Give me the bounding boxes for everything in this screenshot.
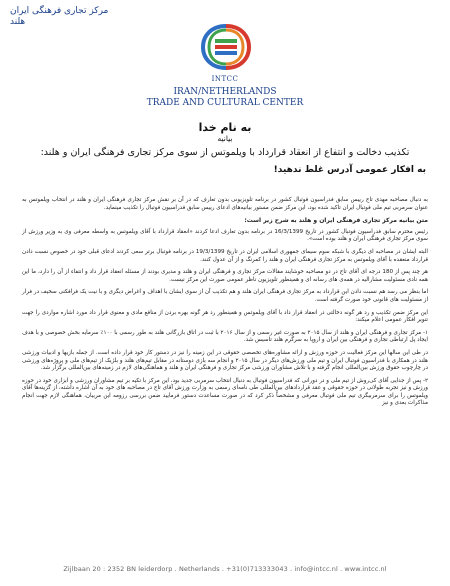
paragraph-6: این مرکز ضمن تکذیب و رد هر گونه دخالتی در انعقاد قرار داد با آقای ویلموتس و همینطور رد هر گونه بهره بردن از منافع مادی و معنوی قرار داد مورد اشاره مواردی را جهت تنویر افکار عمومی اعلام میکند:: [22, 309, 428, 324]
org-name-line-1: مرکز تجاری فرهنگی ایران: [10, 6, 109, 16]
bismillah-heading: به نام خدا: [198, 121, 252, 134]
statement-intro: متن بیانیه مرکز تجاری فرهنگی ایران و هلند به شرح زیر است:: [244, 217, 428, 225]
center-name-line-2: TRADE AND CULTURAL CENTER: [146, 98, 304, 108]
logo-abbreviation: INTCC: [211, 75, 239, 83]
paragraph-8: در طی این سالها این مرکز فعالیت در حوزه ورزش و ارائه مشاوره‌های تخصصی حقوقی در این زمینه را نیز در دستور کار خود قرار داده است. از جمله بازیها و ادبیات ورزشی هلند در همکاری با فدراسیون فوتبال ایران و تیم ملی ورزش‌های دیگر در سال ۲۰۱۵ و انجام سه بازی دوستانه در مقابل تیم‌های هلند و بلژیک از تیم‌های ملی و پروژه‌های ورزشی در چارچوب حقوق ورزش بین‌المللی انجام گرفته و با تلاش مشاوران ورزشی مرکز تجاری و فرهنگی ایران و هلند و هماهنگی‌های لازم در زمینه‌های بین‌المللی برگزار شد.: [22, 349, 428, 372]
letter-body: [22, 197, 428, 413]
paragraph-5: اما بنظر می رسد هم نسبت دادن این قرارداد به مرکز تجاری فرهنگی ایران هلند و هم تکذیب آن از سوی ایشان با اهداف و اغراض دیگری و با نیت یک فرافکنی سخیف در فرار از مسئولیت های قانونی خود صورت گرفته است.: [22, 289, 428, 303]
statement-headline: به افکار عمومی آدرس غلط ندهید!: [273, 165, 426, 175]
org-name-line-2: هلند: [10, 17, 26, 27]
paragraph-9: ۲- پس از جدایی آقای کی‌روش از تیم ملی و در دورانی که فدراسیون فوتبال به دنبال انتخاب سرمربی جدید بود، این مرکز با تکیه بر تیم مشاوران ورزشی و ابزاری خود در حوزه ورزش و نیز تجربه طولانی در حوزه حقوقی و عقد قراردادهای بین‌المللی طی نامه‌ای رسمی به وزارت ورزش آقای تاج در مصاحبه های خود به آن اشاره داشته، از گزینه‌ها آقای ویلموتس را برای سرمربیگری تیم ملی فوتبال معرفی و مشخصاً ذکر کرد که در صورت مساعدت دستور فرمایید ضمن بررسی رزومه این مربیان، هماهنگی لازم جهت انجام مذاکرات بعدی و نیز: [22, 377, 428, 407]
org-name-persian: [10, 6, 130, 28]
paragraph-3: البته ایشان در مصاحبه ای دیگری با شبکه سوم سیمای جمهوری اسلامی ایران در تاریخ 19/3/1399 در برنامه فوتبال برتر سعی کردند ادعای قبلی خود در خصوص نسبت دادن قرارداد منعقده با آقای ویلموتس به مرکز تجاری فرهنگی ایران و هلند را کمرنگ و از آن عدول کنند.: [22, 248, 428, 263]
statement-subject: تکذیب دخالت و انتفاع از انعقاد قرارداد با ویلموتس از سوی مرکز تجاری فرهنگی ایران و هلند:: [40, 147, 410, 158]
center-name-line-1: IRAN/NETHERLANDS: [173, 87, 277, 97]
paragraph-7: ۱- مرکز تجاری و فرهنگی ایران و هلند از سال ۲۰۱۵ به صورت غیر رسمی و از سال ۲۰۱۶ با ثبت در اتاق بازرگانی هلند به طور رسمی با ۱۰۰٪ سرمایه بخش خصوصی و با هدف ایجاد پل ارتباطی تجاری و فرهنگی بین ایران و اروپا به سرگرم هلند تاسیس شد.: [22, 329, 428, 344]
paragraph-2: رئیس محترم سابق فدراسیون فوتبال کشور در تاریخ 16/3/1399 در برنامه بدون تعارف ادعا کردند «انعقاد قرارداد با آقای ویلموتس به واسطه معرفی وی به وزیر ورزش از سوی مرکز تجاری فرهنگی ایران و هلند بوده است».: [22, 228, 428, 243]
statement-label: بیانیه: [217, 134, 233, 143]
intcc-logo-icon: [197, 22, 255, 74]
footer-address: Zijlbaan 20 : 2352 BN leiderdorp . Netherlands . +31(0)713333043 . info@intcc.nl . www.intcc.nl: [63, 565, 387, 573]
paragraph-4: هر چند پس از 180 درجه ای آقای تاج در دو مصاحبه خوشایند مقالات مرکز تجاری و فرهنگی ایران و هلند و مدیری بودند از مسئله انعقاد قرار داد و انتفاء از آن را دارد، ما این همه نادی مسئولیت مشارالیه در همه‌ی هاى رسانه ای و همینطور تلویزیون ناظر عمومی صورت این مرکز نیست.: [22, 269, 428, 283]
paragraph-1: به دنبال مصاحبه مهدی تاج رییس سابق فدراسیون فوتبال کشور در برنامه تلویزیونی بدون تعارف که در آن بر نقش مرکز تجاری فرهنگی ایران و هلند در انتخاب ویلموتس به عنوان سرمربی تیم ملی فوتبال ایران تاکید شده بود، این مرکز ضمن مستور بیانیه‌های ادعای رییس سابق فدراسیون فوتبال را تکذیب مینماید.: [22, 197, 428, 211]
